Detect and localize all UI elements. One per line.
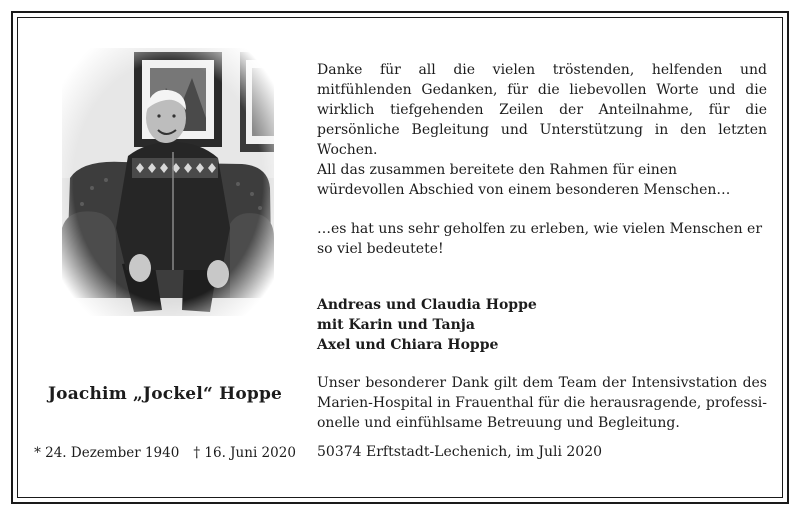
- life-dates: [30, 445, 300, 461]
- portrait-photo: [62, 48, 274, 316]
- signatory-line: mit Karin und Tanja: [317, 317, 475, 333]
- signatory-line: Axel und Chiara Hoppe: [317, 337, 499, 353]
- farewell-paragraph: All das zusammen bereitete den Rahmen für einen würdevollen Abschied von einem besonderen Menschen…: [317, 162, 731, 198]
- signatories: [317, 295, 767, 355]
- meaning-paragraph: …es hat uns sehr geholfen zu erleben, wie vielen Menschen er so viel bedeutete!: [317, 221, 763, 257]
- thanks-paragraph: Danke für all die vielen tröstenden, helfenden und mitfühlenden Gedanken, für die liebevollen Worte und die wirklich tiefgehenden Zeilen der Anteilnahme, für die persönliche Begleitung und Unterstützung in den letzten Wochen.: [317, 62, 767, 158]
- signatory-line: Andreas und Claudia Hoppe: [317, 297, 537, 313]
- special-thanks-paragraph: Unser besonderer Dank gilt dem Team der Intensivstation des Marien-Hospital in Frauenthal für die herausragende, professionelle und einfühlsame Betreuung und Begleitung.: [317, 375, 767, 431]
- place-and-date: 50374 Erftstadt-Lechenich, im Juli 2020: [317, 444, 603, 460]
- deceased-name: Joachim „Jockel“ Hoppe: [47, 384, 283, 404]
- death-date: † 16. Juni 2020: [193, 445, 296, 461]
- birth-date: * 24. Dezember 1940: [34, 445, 180, 461]
